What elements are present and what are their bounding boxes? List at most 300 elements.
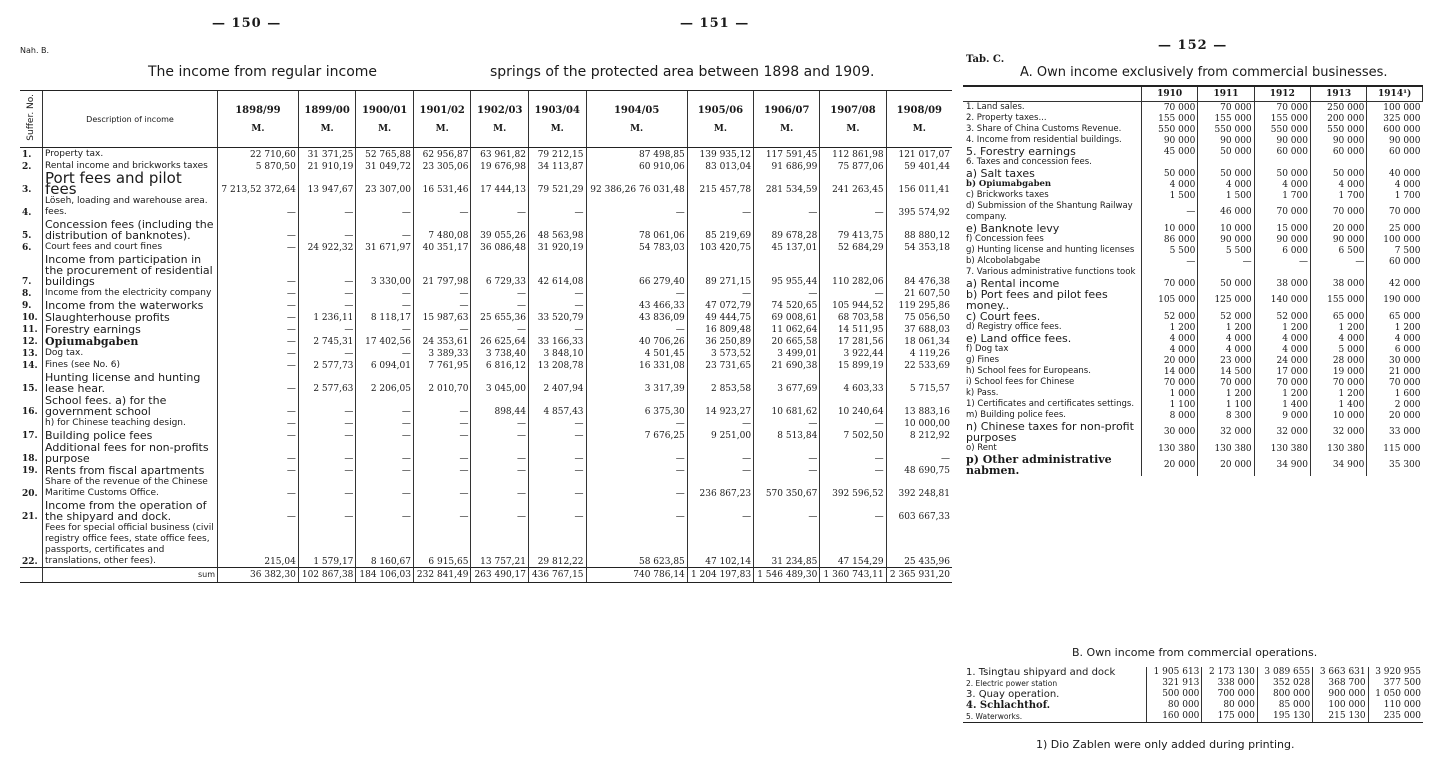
row-description: Forestry earnings [43,323,218,335]
cell-value: 156 011,41 [886,172,952,195]
cell-value: — [413,195,471,218]
cell-value: 7 502,50 [820,429,886,441]
cell-value: 3 045,00 [471,371,529,394]
cell-value: 4 000 [1310,179,1366,190]
cell-value: 241 263,45 [820,172,886,195]
cell-value: 33 166,33 [528,335,586,347]
cell-value: — [687,287,753,299]
cell-value: — [218,287,299,299]
cell-value: — [413,429,471,441]
cell-value: 52 000 [1254,311,1310,322]
cell-value: 4 000 [1254,179,1310,190]
cell-value: 4 000 [1254,333,1310,344]
cell-value: 2 407,94 [528,371,586,394]
cell-value: — [820,195,886,218]
cell-value: 325 000 [1367,113,1423,124]
unit-label: M. [630,123,644,134]
sum-value: 1 546 489,30 [754,568,820,583]
row-description: Court fees and court fines [43,241,218,253]
year-header: 1912 [1254,86,1310,102]
cell-value: — [218,359,299,371]
cell-value: — [218,218,299,241]
cell-value: 90 000 [1310,234,1366,245]
cell-value: 24 922,32 [298,241,356,253]
table-row [963,667,1423,678]
cell-value: — [298,417,356,429]
cell-value: 30 000 [1142,421,1198,443]
cell-value: 70 000 [1254,201,1310,223]
cell-value: — [356,299,414,311]
row-number: 5. [22,231,32,241]
table-row [20,417,952,429]
cell-value: 550 000 [1254,124,1310,135]
cell-value: — [218,417,299,429]
row-description: 3. Share of China Customs Revenue. [966,124,1122,134]
cell-value: 4 000 [1254,344,1310,355]
table-row [20,441,952,464]
cell-value: — [298,195,356,218]
table-row [20,429,952,441]
cell-value: 70 000 [1198,377,1254,388]
cell-value: 392 248,81 [886,476,952,499]
table-row [20,476,952,499]
cell-value: 215,04 [218,522,299,568]
cell-value: 20 000 [1310,223,1366,234]
cell-value: 21 910,19 [298,160,356,172]
cell-value: 3 848,10 [528,347,586,359]
cell-value: — [413,299,471,311]
table-row [963,711,1423,723]
row-description: 6. Taxes and concession fees. [966,157,1092,167]
row-description: g) Hunting license and hunting licenses [966,245,1135,255]
cell-value: 60 000 [1310,146,1366,157]
table-row [963,168,1423,179]
cell-value: 200 000 [1310,113,1366,124]
cell-value: — [218,371,299,394]
cell-value: 83 013,04 [687,160,753,172]
cell-value [1198,267,1254,278]
cell-value: 4 857,43 [528,394,586,417]
own-income-table [963,85,1423,476]
own-income-body [963,102,1423,477]
row-description: p) Other administrative nabmen. [966,453,1112,477]
cell-value: 50 000 [1310,168,1366,179]
cell-value: 1 200 [1310,322,1366,333]
cell-value: 19 676,98 [471,160,529,172]
table-row [963,311,1423,322]
row-number: 20. [22,489,38,499]
cell-value: 50 000 [1142,168,1198,179]
cell-value: 32 000 [1198,421,1254,443]
row-number: 15. [22,384,38,394]
table-row [20,394,952,417]
row-description: 7. Various administrative functions took [966,267,1136,277]
cell-value: 43 466,33 [586,299,687,311]
unit-label: M. [846,123,860,134]
row-description: 1. Land sales. [966,102,1025,112]
cell-value: 3 330,00 [356,253,414,287]
cell-value: — [218,335,299,347]
cell-value: — [471,441,529,464]
cell-value: 160 000 [1147,711,1202,723]
cell-value: 4 000 [1198,179,1254,190]
table-row [963,256,1423,267]
cell-value: 110 000 [1368,700,1423,711]
row-description: Fees for special official business (civil registry office fees, state office fees, passports, certificates and translations, other fees). [43,522,218,568]
cell-value: 117 591,45 [754,148,820,161]
cell-value: 84 476,38 [886,253,952,287]
cell-value: 377 500 [1368,678,1423,689]
row-description: Fines (see No. 6) [43,359,218,371]
table-row [20,522,952,568]
cell-value: 70 000 [1254,377,1310,388]
own-income-header-row [963,86,1423,102]
cell-value: 60 000 [1367,256,1423,267]
cell-value: 20 000 [1367,410,1423,421]
cell-value: 4 000 [1367,333,1423,344]
cell-value: 17 000 [1254,366,1310,377]
unit-label: M. [912,123,926,134]
cell-value [1310,267,1366,278]
cell-value: 33 000 [1367,421,1423,443]
unit-label: M. [493,123,507,134]
row-description: d) Submission of the Shantung Railway company. [966,201,1133,222]
cell-value: 85 000 [1257,700,1312,711]
row-description: 3. Quay operation. [966,689,1060,700]
row-description: g) Fines [966,355,1000,365]
cell-value: 52 684,29 [820,241,886,253]
cell-value: 87 498,85 [586,148,687,161]
cell-value: — [471,417,529,429]
cell-value: — [356,195,414,218]
cell-value: — [298,253,356,287]
cell-value: 155 000 [1198,113,1254,124]
cell-value: — [528,441,586,464]
cell-value: 14 511,95 [820,323,886,335]
cell-value: 1 500 [1142,190,1198,201]
cell-value: — [471,299,529,311]
cell-value: 2 173 130 [1202,667,1257,678]
cell-value: 1 050 000 [1368,689,1423,700]
year-header [586,91,687,148]
cell-value: — [218,253,299,287]
row-description: Concession fees (including the distribution of banknotes). [43,218,218,241]
row-description: Additional fees for non-profits purpose [43,441,218,464]
cell-value: 21 607,50 [886,287,952,299]
cell-value: 1 200 [1198,388,1254,399]
cell-value: — [298,464,356,476]
page-number-152: — 152 — [1158,38,1228,53]
cell-value: 4 000 [1142,333,1198,344]
commercial-ops-table [963,667,1423,723]
cell-value: 6 375,30 [586,394,687,417]
cell-value: 3 573,52 [687,347,753,359]
left-title: The income from regular income [148,64,378,80]
cell-value: — [528,323,586,335]
year-label: 1907/08 [830,104,876,116]
cell-value: 215 457,78 [687,172,753,195]
cell-value: 570 350,67 [754,476,820,499]
own-income-desc-header [963,86,1142,102]
cell-value: 15 000 [1254,223,1310,234]
cell-value: 49 444,75 [687,311,753,323]
cell-value: 1 200 [1254,388,1310,399]
cell-value: — [298,323,356,335]
cell-value: 281 534,59 [754,172,820,195]
cell-value: 85 219,69 [687,218,753,241]
cell-value: — [413,417,471,429]
cell-value: 90 000 [1254,135,1310,146]
cell-value: — [754,195,820,218]
cell-value: 60 910,06 [586,160,687,172]
cell-value: 10 000 [1310,410,1366,421]
row-description: Rental income and brickworks taxes [43,160,218,172]
row-description: o) Rent [966,443,997,453]
cell-value: 48 690,75 [886,464,952,476]
cell-value: 603 667,33 [886,499,952,522]
row-description: d) Registry office fees. [966,322,1062,332]
cell-value: 32 000 [1310,421,1366,443]
cell-value: 100 000 [1367,102,1423,114]
cell-value: 392 596,52 [820,476,886,499]
page-number-150: — 150 — [212,16,282,31]
cell-value: 66 279,40 [586,253,687,287]
cell-value: — [820,287,886,299]
row-description: School fees. a) for the government school [43,394,218,417]
cell-value: — [356,287,414,299]
table-row [20,287,952,299]
cell-value: — [471,195,529,218]
cell-value [1142,157,1198,168]
row-number: 3. [22,185,32,195]
cell-value: — [218,394,299,417]
cell-value: 550 000 [1310,124,1366,135]
cell-value: 7 213,52 372,64 [218,172,299,195]
cell-value: — [471,476,529,499]
row-description: b) Port fees and pilot fees money.. [966,288,1108,312]
cell-value: 1 579,17 [298,522,356,568]
cell-value: 92 386,26 76 031,48 [586,172,687,195]
cell-value: — [356,417,414,429]
cell-value: — [1198,256,1254,267]
cell-value: 50 000 [1254,168,1310,179]
row-description: Share of the revenue of the Chinese Maritime Customs Office. [43,476,218,499]
cell-value: 86 000 [1142,234,1198,245]
cell-value: 3 317,39 [586,371,687,394]
cell-value: 50 000 [1198,146,1254,157]
cell-value: 3 920 955 [1368,667,1423,678]
table-row [20,311,952,323]
cell-value: 1 700 [1367,190,1423,201]
cell-value: 13 883,16 [886,394,952,417]
year-header [413,91,471,148]
cell-value: 115 000 [1367,443,1423,454]
cell-value: 58 623,85 [586,522,687,568]
cell-value: 60 000 [1254,146,1310,157]
cell-value: 1 200 [1310,388,1366,399]
row-description: Income from participation in the procurement of residential buildings [43,253,218,287]
year-label: 1905/06 [697,104,744,116]
cell-value: 21 000 [1367,366,1423,377]
cell-value: 898,44 [471,394,529,417]
year-header [886,91,952,148]
cell-value: 70 000 [1142,102,1198,114]
cell-value: 80 000 [1202,700,1257,711]
table-row [20,499,952,522]
cell-value: 338 000 [1202,678,1257,689]
cell-value: 121 017,07 [886,148,952,161]
cell-value: — [218,299,299,311]
income-table [20,90,952,583]
table-row [963,190,1423,201]
cell-value: 37 688,03 [886,323,952,335]
cell-value: 48 563,98 [528,218,586,241]
cell-value: 1 236,11 [298,311,356,323]
cell-value: 28 000 [1310,355,1366,366]
cell-value: 52 000 [1198,311,1254,322]
table-row [963,223,1423,234]
cell-value: 31 920,19 [528,241,586,253]
row-number: 4. [22,208,32,218]
cell-value: 33 520,79 [528,311,586,323]
sum-value: 1 360 743,11 [820,568,886,583]
cell-value: — [586,476,687,499]
cell-value: 62 956,87 [413,148,471,161]
cell-value: 4 000 [1198,344,1254,355]
year-label: 1902/03 [477,104,523,116]
cell-value: 6 915,65 [413,522,471,568]
cell-value: 22 710,60 [218,148,299,161]
cell-value: 5 500 [1142,245,1198,256]
cell-value: 40 706,26 [586,335,687,347]
row-number: 10. [22,313,38,323]
cell-value: 31 371,25 [298,148,356,161]
table-row [20,195,952,218]
cell-value: 16 331,08 [586,359,687,371]
cell-value: — [586,287,687,299]
cell-value: 155 000 [1254,113,1310,124]
cell-value [1142,267,1198,278]
footnote: 1) Dio Zablen were only added during printing. [1036,738,1295,751]
table-row [963,421,1423,443]
cell-value: 38 000 [1254,278,1310,289]
cell-value [1367,157,1423,168]
row-description: Port fees and pilot fees [43,172,218,195]
cell-value: 70 000 [1254,102,1310,114]
table-row [20,148,952,161]
cell-value: 30 000 [1367,355,1423,366]
cell-value: 4 000 [1367,179,1423,190]
cell-value: 17 281,56 [820,335,886,347]
cell-value: 14 500 [1198,366,1254,377]
unit-label: M. [550,123,564,134]
row-number: 22. [22,557,38,567]
sum-value: 2 365 931,20 [886,568,952,583]
unit-label: M. [251,123,265,134]
cell-value: 70 000 [1198,102,1254,114]
row-number: 21. [22,512,38,522]
cell-value: 70 000 [1142,377,1198,388]
cell-value: 139 935,12 [687,148,753,161]
year-header: 1911 [1198,86,1254,102]
cell-value: 125 000 [1198,289,1254,311]
table-row [963,201,1423,223]
cell-value: 3 089 655 [1257,667,1312,678]
cell-value: — [528,417,586,429]
year-header [687,91,753,148]
row-description: b) Alcobolabgabe [966,256,1041,266]
tab-c-label: Tab. C. [966,54,1005,65]
cell-value: — [1254,256,1310,267]
cell-value: 39 055,26 [471,218,529,241]
table-row [963,678,1423,689]
cell-value: — [687,464,753,476]
year-label: 1901/02 [419,104,465,116]
cell-value: 550 000 [1198,124,1254,135]
table-row [20,253,952,287]
cell-value: 130 380 [1198,443,1254,454]
cell-value: 140 000 [1254,289,1310,311]
middle-title: springs of the protected area between 1898 and 1909. [490,64,875,80]
cell-value: 1 700 [1310,190,1366,201]
table-row [963,700,1423,711]
row-description: Löseh, loading and warehouse area. fees. [43,195,218,218]
row-description: Hunting license and hunting lease hear. [43,371,218,394]
row-description: 4. Income from residential buildings. [966,135,1122,145]
corner-note: Nah. B. [20,46,50,55]
cell-value: 1 200 [1254,322,1310,333]
cell-value: — [471,429,529,441]
cell-value: 4 000 [1142,179,1198,190]
cell-value: 4 000 [1142,344,1198,355]
cell-value: 45 137,01 [754,241,820,253]
table-row [963,102,1423,114]
cell-value: — [298,347,356,359]
cell-value: 70 000 [1310,377,1366,388]
cell-value: 90 000 [1367,135,1423,146]
cell-value: 500 000 [1147,689,1202,700]
row-description: 4. Schlachthof. [966,700,1051,711]
cell-value: — [754,287,820,299]
cell-value: 10 240,64 [820,394,886,417]
cell-value: — [471,499,529,522]
cell-value: 89 678,28 [754,218,820,241]
row-description: a) Salt taxes [966,167,1035,180]
cell-value: 10 000 [1198,223,1254,234]
cell-value: — [218,323,299,335]
cell-value: 21 797,98 [413,253,471,287]
sum-value: 740 786,14 [586,568,687,583]
row-description: b) Opiumabgaben [966,179,1052,189]
cell-value: 100 000 [1313,700,1368,711]
cell-value: 89 271,15 [687,253,753,287]
cell-value: — [687,195,753,218]
cell-value: 321 913 [1147,678,1202,689]
cell-value: 8 300 [1198,410,1254,421]
cell-value: 6 500 [1310,245,1366,256]
year-label: 1900/01 [361,104,408,116]
cell-value: — [528,299,586,311]
cell-value: — [218,241,299,253]
cell-value: — [754,464,820,476]
cell-value: — [886,441,952,464]
year-header: 1910 [1142,86,1198,102]
cell-value: — [298,429,356,441]
cell-value: 13 947,67 [298,172,356,195]
row-description: e) Banknote levy [966,222,1060,235]
cell-value: — [218,429,299,441]
cell-value: — [528,429,586,441]
